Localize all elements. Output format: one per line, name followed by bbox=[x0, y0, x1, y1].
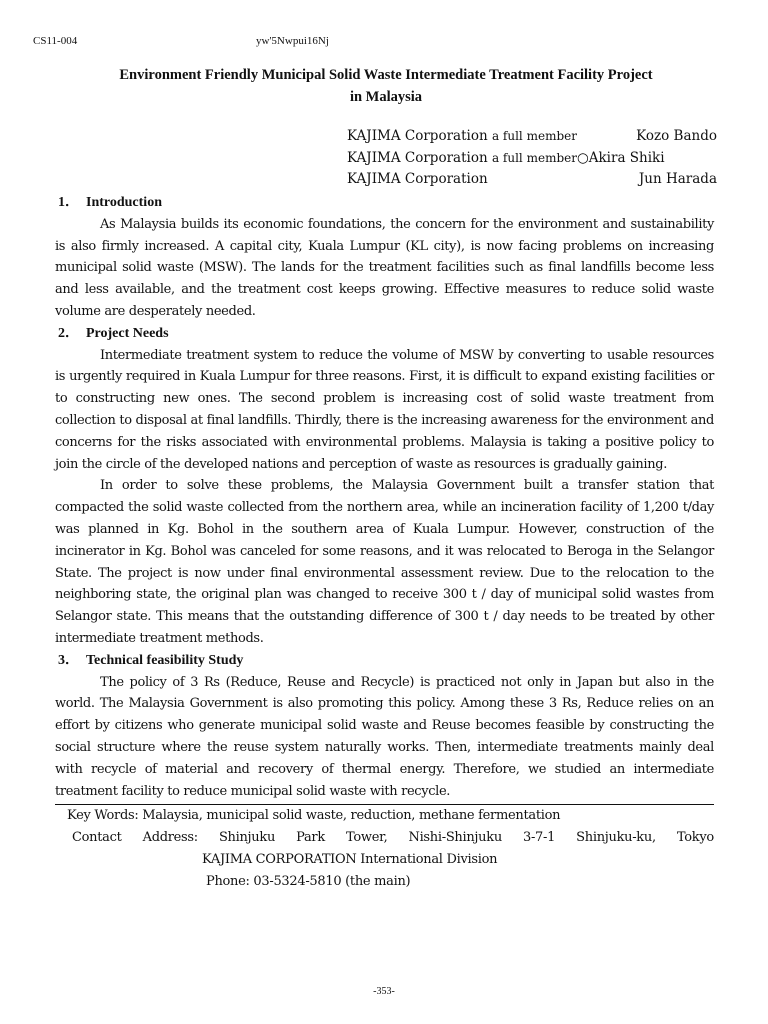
author-org: KAJIMA Corporation bbox=[347, 171, 488, 187]
author-role: a full member bbox=[491, 129, 577, 143]
author-org: KAJIMA Corporation bbox=[347, 149, 488, 166]
contact-phone: Phone: 03-5324-5810 (the main) bbox=[206, 873, 411, 889]
author-role: a full member bbox=[491, 150, 577, 165]
document-id: CS11-004 bbox=[33, 35, 78, 47]
author-org: KAJIMA Corporation bbox=[347, 128, 488, 144]
author-row bbox=[347, 148, 717, 170]
footnote-block bbox=[55, 805, 714, 892]
section-heading-project-needs: 2． Project Needs bbox=[58, 325, 169, 341]
contact-division: KAJIMA CORPORATION International Division bbox=[202, 851, 498, 867]
keywords: Key Words: Malaysia, municipal solid waste, reduction, methane fermentation bbox=[67, 808, 561, 824]
author-name: Kozo Bando bbox=[636, 128, 717, 144]
section-heading-introduction: 1． Introduction bbox=[58, 195, 162, 210]
author-list bbox=[347, 126, 717, 191]
title-line-1: Environment Friendly Municipal Solid Waste Intermediate Treatment Facility Project bbox=[119, 67, 653, 83]
paper-title bbox=[56, 64, 716, 108]
title-line-2: in Malaysia bbox=[349, 89, 423, 105]
document-code: yw'5Nwpui16Nj bbox=[256, 35, 329, 47]
section-heading-technical-feasibility: 3． Technical feasibility Study bbox=[58, 652, 244, 668]
paragraph: The policy of 3 Rs (Reduce, Reuse and Recycle) is practiced not only in Japan but also in the world. The Malaysia Government is also promoting this policy. Among these 3 Rs, Reduce relies on an effort by citizens who generate municipal solid waste and Reuse becomes feasible by constructing the social structure where the reuse system naturally works. Then, intermediate treatments mainly deal with recycle of material and recovery of thermal energy. Therefore, we studied an intermediate treatment facility to reduce municipal solid waste with recycle. bbox=[55, 674, 714, 799]
author-row bbox=[347, 126, 717, 148]
author-name: Akira Shiki bbox=[588, 149, 665, 166]
page-number: -353- bbox=[373, 986, 395, 997]
paragraph: In order to solve these problems, the Malaysia Government built a transfer station that compacted the solid waste collected from the northern area, while an incineration facility of 1,200 t/day was planned in Kg. Bohol in the southern area of Kuala Lumpur. However, construction of the incinerator in Kg. Bohol was canceled for some reasons, and it was relocated to Beroga in the Selangor State. The project is now under final environmental assessment review. Due to the relocation to the neighboring state, the original plan was changed to receive 300 t / day of municipal solid wastes from Selangor state. This means that the outstanding difference of 300 t / day needs to be treated by other intermediate treatment methods. bbox=[55, 478, 714, 646]
paper-body bbox=[55, 192, 714, 893]
paragraph: Intermediate treatment system to reduce the volume of MSW by converting to usable resources is urgently required in Kuala Lumpur for three reasons. First, it is difficult to expand existing facilities or to constructing new ones. The second problem is increasing cost of solid waste treatment from collection to disposal at final landfills. Thirdly, there is the increasing awareness for the environment and concerns for the risks associated with environmental problems. Malaysia is taking a positive policy to join the circle of the developed nations and perception of waste as resources is gradually gaining. bbox=[55, 347, 714, 472]
author-row bbox=[347, 169, 717, 191]
presenter-marker: ○ bbox=[576, 149, 589, 166]
contact-address: Contact Address: Shinjuku Park Tower, Nishi-Shinjuku 3-7-1 Shinjuku-ku, Tokyo bbox=[72, 830, 714, 846]
author-name: Jun Harada bbox=[638, 171, 717, 187]
paragraph: As Malaysia builds its economic foundations, the concern for the environment and sustainability is also firmly increased. A capital city, Kuala Lumpur (KL city), is now facing problems on increasing municipal solid waste (MSW). The lands for the treatment facilities such as final landfills become less and less available, and the treatment cost keeps growing. Effective measures to reduce solid waste volume are desperately needed. bbox=[55, 216, 714, 319]
